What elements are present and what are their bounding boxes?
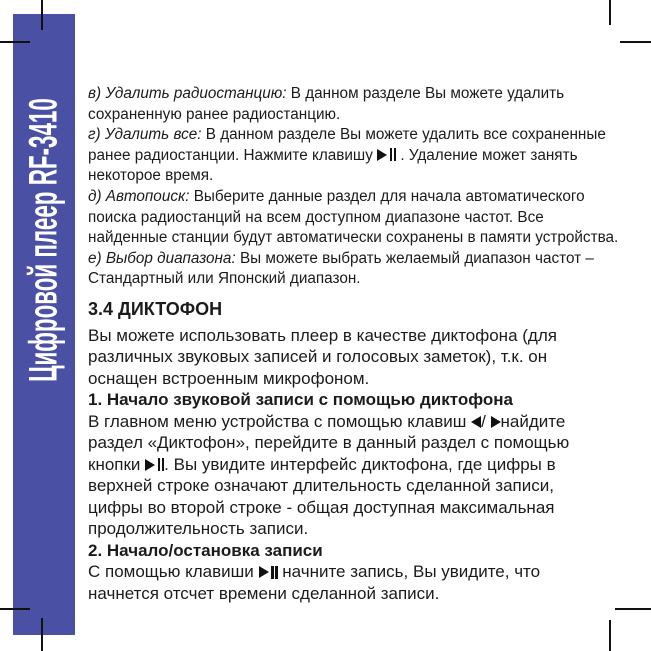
list-item-lead: г) Удалить все:: [88, 126, 202, 144]
list-item-text: Выберите данные раздел для начала автоматического поиска радиостанций на всем доступном диапазоне частот. Все найденные станции будут автоматически сохранены в памяти устройства.: [88, 187, 619, 247]
next-track-icon: [491, 416, 501, 428]
play-pause-icon: [145, 458, 164, 471]
subheading-start-recording: 1. Начало звуковой записи с помощью диктофона: [88, 390, 513, 410]
radio-settings-list: [88, 84, 624, 290]
list-item-delete-station: [88, 84, 624, 125]
list-item-lead: в) Удалить радиостанцию:: [88, 85, 287, 102]
previous-track-icon: [471, 416, 481, 428]
list-item-text: В данном разделе Вы можете удалить все сохраненные ранее радиостанции. Нажмите клавишу: [88, 126, 606, 164]
crop-mark-top-right-vertical: [609, 0, 611, 25]
crop-mark-top-left-horizontal: [0, 41, 30, 43]
crop-mark-bottom-right-horizontal: [615, 608, 651, 610]
rewind-triangle: [471, 416, 481, 428]
list-item-text: . Удаление может занять некоторое время.: [88, 146, 578, 185]
crop-mark-bottom-right-vertical: [609, 620, 611, 651]
section-intro: Вы можете использовать плеер в качестве диктофона (для различных звуковых записей и голосовых заметок), т.к. он оснащен встроенным микрофоном.: [88, 325, 557, 388]
sidebar-title: Цифровой плеер RF-3410: [21, 98, 66, 382]
play-triangle: [145, 459, 155, 471]
section-heading: 3.4 ДИКТОФОН: [88, 298, 223, 319]
paragraph-start-stop: [88, 561, 608, 604]
pause-bars: [388, 148, 396, 161]
crop-mark-top-left-vertical: [41, 0, 43, 30]
play-pause-icon: [377, 148, 396, 161]
pause-bars: [156, 458, 164, 471]
crop-mark-bottom-left-vertical: [41, 618, 43, 651]
list-item-lead: д) Автопоиск:: [88, 187, 190, 205]
paragraph-text: С помощью клавиши: [88, 562, 259, 582]
list-item-text: Вы можете выбрать желаемый диапазон частот – Стандартный или Японский диапазон.: [88, 249, 594, 288]
forward-triangle: [491, 416, 501, 428]
list-item-text: В данном разделе Вы можете удалить сохраненную ранее радиостанцию.: [88, 85, 565, 123]
crop-mark-bottom-left-horizontal: [0, 608, 30, 610]
play-triangle: [259, 566, 269, 578]
paragraph-text: начните запись, Вы увидите, что начнется отсчет времени сделанной записи.: [88, 562, 541, 603]
list-item-autosearch: [88, 187, 624, 249]
crop-mark-top-right-horizontal: [620, 41, 651, 43]
list-item-delete-all: [88, 125, 624, 187]
list-item-band-select: [88, 249, 624, 290]
paragraph-text: /: [481, 411, 491, 431]
play-pause-icon: [259, 566, 278, 579]
paragraph-start-recording: [88, 411, 608, 540]
paragraph-text: . Вы увидите интерфейс диктофона, где цифры в верхней строке означают длительность сделанной записи, цифры во второй строке - общая доступная максимальная продолжительность записи.: [88, 454, 556, 539]
dictaphone-section: [88, 325, 608, 605]
list-item-lead: е) Выбор диапазона:: [88, 249, 236, 267]
paragraph-text: найдите раздел «Диктофон», перейдите в данный раздел с помощью кнопки: [88, 411, 570, 474]
content-column: [88, 84, 624, 604]
paragraph-text: В главном меню устройства с помощью клавиш: [88, 411, 472, 431]
subheading-start-stop: 2. Начало/остановка записи: [88, 540, 323, 560]
pause-bars: [270, 566, 278, 579]
play-triangle: [377, 149, 387, 161]
